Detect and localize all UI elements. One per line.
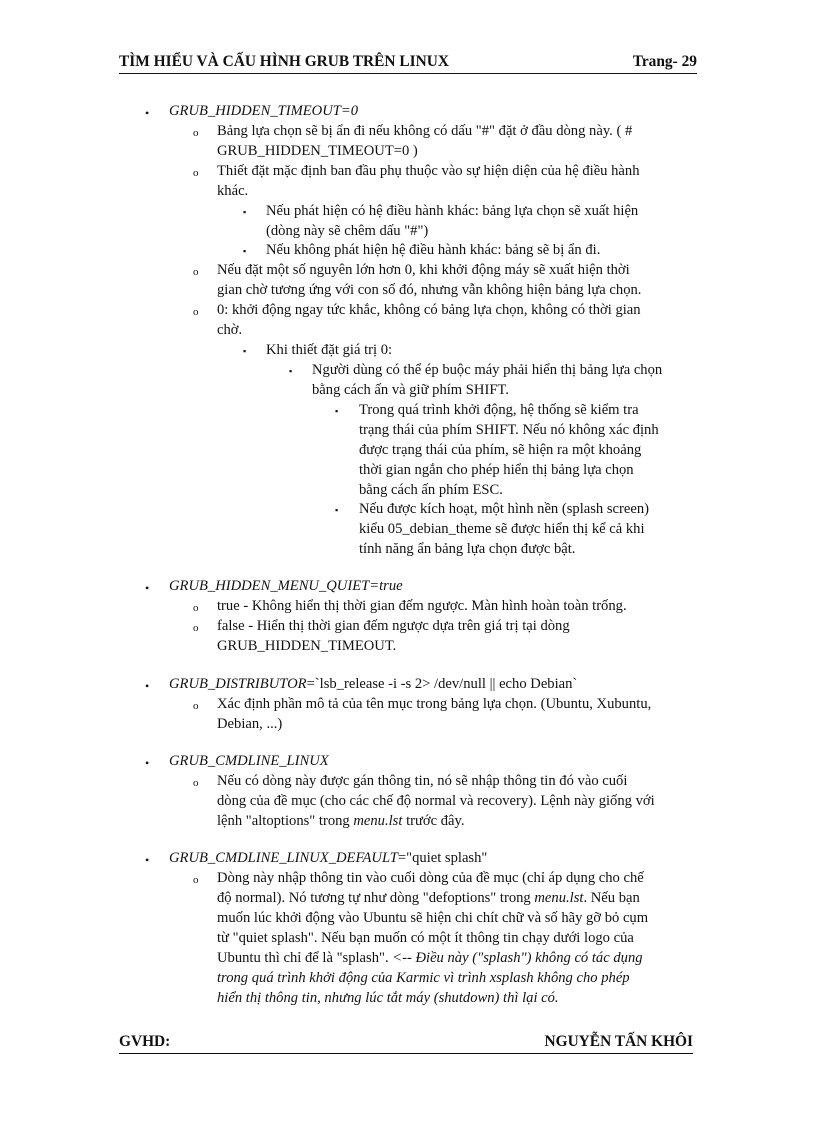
text-run: trước đây. (402, 813, 465, 829)
bullet-square: ▪ (335, 406, 339, 416)
text-run-italic: menu.lst (353, 813, 403, 829)
list-item-text: Thiết đặt mặc định ban đầu phụ thuộc vào sự hiện diện của hệ điều hành (217, 163, 640, 179)
option-key-text: GRUB_CMDLINE_LINUX (169, 753, 329, 769)
list-item-text: trạng thái của phím SHIFT. Nếu nó không xác định (359, 422, 659, 438)
bullet-circle: o (193, 602, 199, 614)
list-item-text: Nếu được kích hoạt, một hình nền (splash screen) (359, 501, 649, 517)
bullet-disc: • (145, 106, 150, 120)
list-item-text: GRUB_HIDDEN_TIMEOUT. (217, 638, 397, 654)
option-key-text: GRUB_DISTRIBUTOR (169, 676, 307, 692)
bullet-disc: • (145, 581, 150, 595)
list-item-text: GRUB_HIDDEN_TIMEOUT=0 ) (217, 143, 418, 159)
bullet-square: ▪ (243, 346, 247, 356)
list-item-text (217, 889, 640, 908)
text-run-italic: <-- Điều này ("splash") không có tác dụng (392, 950, 643, 966)
bullet-circle: o (193, 622, 199, 634)
bullet-circle: o (193, 127, 199, 139)
list-item-text: Debian, ...) (217, 716, 283, 732)
bullet-circle: o (193, 700, 199, 712)
bullet-square: ▪ (243, 246, 247, 256)
list-item-text: Nếu phát hiện có hệ điều hành khác: bảng lựa chọn sẽ xuất hiện (266, 203, 639, 219)
option-line (169, 675, 577, 694)
list-item-text: Dòng này nhập thông tin vào cuối dòng của đề mục (chỉ áp dụng cho chế (217, 870, 644, 886)
text-run-italic: hiển thị thông tin, nhưng lúc tắt máy (shutdown) thì lại có. (217, 990, 559, 1006)
text-run: độ normal). Nó tương tự như dòng "defoptions" trong (217, 890, 535, 906)
option-key-text: GRUB_HIDDEN_MENU_QUIET=true (169, 578, 403, 594)
list-item-text: tính năng ẩn bảng lựa chọn được bật. (359, 541, 576, 557)
text-run: Ubuntu thì chỉ để là "splash". (217, 950, 393, 966)
option-key (169, 102, 358, 121)
list-item-text: Bảng lựa chọn sẽ bị ẩn đi nếu không có dấu "#" đặt ở đầu dòng này. ( # (217, 123, 633, 139)
list-item-text: khác. (217, 183, 249, 199)
list-item-text: Trong quá trình khởi động, hệ thống sẽ kiểm tra (359, 402, 639, 418)
option-key-text: GRUB_CMDLINE_LINUX_DEFAULT (169, 850, 398, 866)
option-key (169, 577, 403, 596)
list-item-text: bằng cách ấn và giữ phím SHIFT. (312, 382, 509, 398)
bullet-circle: o (193, 874, 199, 886)
list-item-text: Nếu đặt một số nguyên lớn hơn 0, khi khởi động máy sẽ xuất hiện thời (217, 262, 630, 278)
bullet-disc: • (145, 853, 150, 867)
list-item-text: Nếu không phát hiện hệ điều hành khác: bảng sẽ bị ẩn đi. (266, 242, 601, 258)
text-run-italic: trong quá trình khởi động của Karmic vì trình xsplash không cho phép (217, 970, 630, 986)
page-header (119, 52, 697, 74)
footer-supervisor-label: GVHD: (119, 1033, 171, 1050)
option-key-text: GRUB_HIDDEN_TIMEOUT=0 (169, 103, 359, 119)
list-item-text: dòng của đề mục (cho các chế độ normal và recovery). Lệnh này giống với (217, 793, 655, 809)
list-item-text: Xác định phần mô tả của tên mục trong bảng lựa chọn. (Ubuntu, Xubuntu, (217, 696, 652, 712)
document-title: TÌM HIỂU VÀ CẤU HÌNH GRUB TRÊN LINUX (119, 53, 449, 70)
bullet-circle: o (193, 167, 199, 179)
page-number: Trang- 29 (632, 53, 697, 70)
list-item-text: Người dùng có thể ép buộc máy phải hiển thị bảng lựa chọn (312, 362, 663, 378)
list-item-text (217, 812, 465, 831)
bullet-circle: o (193, 777, 199, 789)
list-item-text (217, 949, 643, 968)
list-item-text: được trạng thái của phím, sẽ hiện ra một khoảng (359, 442, 642, 458)
bullet-disc: • (145, 679, 150, 693)
option-value: ="quiet splash" (397, 850, 488, 866)
list-item-text: gian chờ tương ứng với con số đó, nhưng vẫn không hiện bảng lựa chọn. (217, 282, 642, 298)
option-value: =`lsb_release -i -s 2> /dev/null || echo Debian` (306, 676, 578, 692)
list-item-text: false - Hiển thị thời gian đếm ngược dựa trên giá trị tại dòng (217, 618, 570, 634)
list-item-text (217, 969, 630, 988)
list-item-text: kiểu 05_debian_theme sẽ được hiển thị kể cả khi (359, 521, 645, 537)
list-item-text: chờ. (217, 322, 243, 338)
list-item-text: true - Không hiển thị thời gian đếm ngược. Màn hình hoàn toàn trống. (217, 598, 627, 614)
option-line (169, 849, 487, 868)
list-item-text: từ "quiet splash". Nếu bạn muốn có một ít thông tin chạy dưới logo của (217, 930, 634, 946)
bullet-square: ▪ (289, 366, 293, 376)
bullet-disc: • (145, 756, 150, 770)
text-run: lệnh "altoptions" trong (217, 813, 354, 829)
list-item-text: 0: khởi động ngay tức khắc, không có bảng lựa chọn, không có thời gian (217, 302, 641, 318)
list-item-text (217, 989, 559, 1008)
option-key (169, 752, 329, 771)
text-run-italic: menu.lst (534, 890, 584, 906)
list-item-text: bằng cách ấn phím ESC. (359, 482, 503, 498)
footer-author-name: NGUYỄN TẤN KHÔI (544, 1033, 693, 1050)
bullet-circle: o (193, 266, 199, 278)
bullet-circle: o (193, 306, 199, 318)
list-item-text: Nếu có dòng này được gán thông tin, nó sẽ nhập thông tin đó vào cuối (217, 773, 628, 789)
list-item-text: (dòng này sẽ chêm dấu "#") (266, 223, 429, 239)
text-run: . Nếu bạn (583, 890, 640, 906)
page-footer (119, 1032, 693, 1054)
list-item-text: Khi thiết đặt giá trị 0: (266, 342, 393, 358)
bullet-square: ▪ (335, 505, 339, 515)
list-item-text: muốn lúc khởi động vào Ubuntu sẽ hiện chi chít chữ và số hãy gỡ bỏ cụm (217, 910, 649, 926)
list-item-text: thời gian ngắn cho phép hiển thị bảng lựa chọn (359, 462, 634, 478)
bullet-square: ▪ (243, 207, 247, 217)
